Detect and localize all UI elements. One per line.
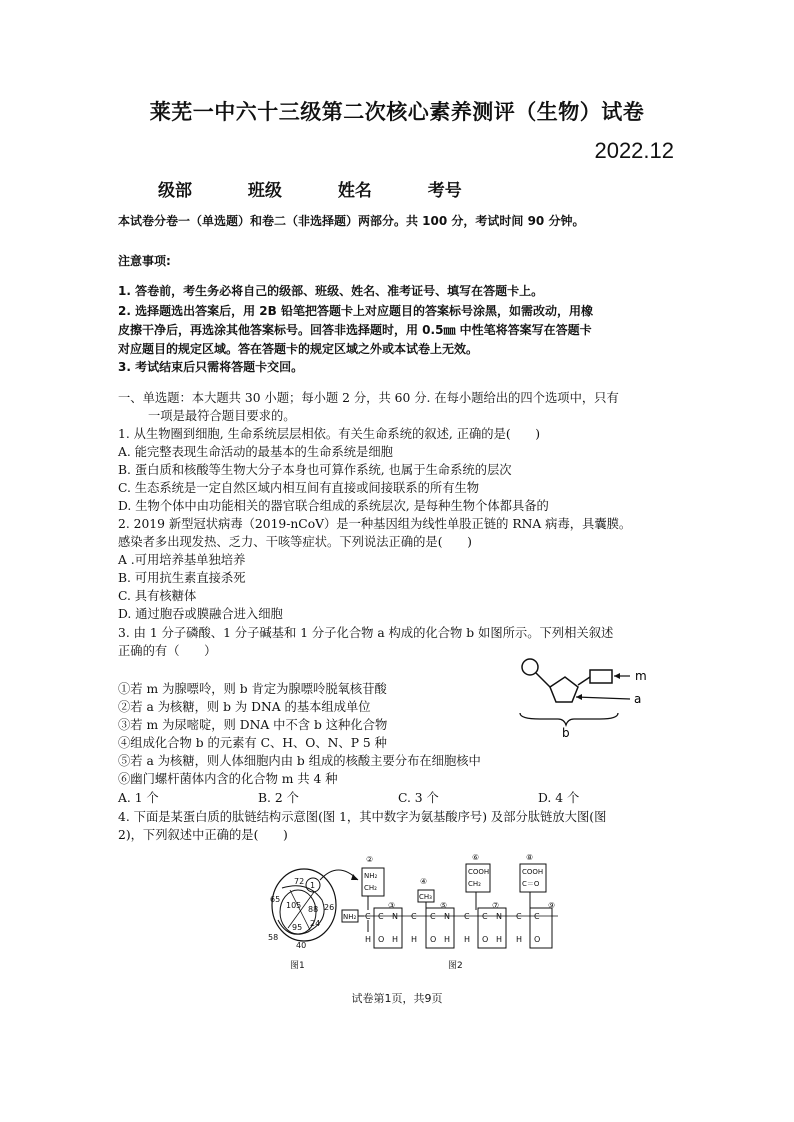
phosphate-circle [522,659,538,675]
fig1-num-26: 26 [324,903,335,912]
label-a: a [634,692,642,706]
fig1-num-88: 88 [308,905,319,914]
fig2-atom-n1: N [392,912,398,921]
fig2-atom-o4: O [534,935,541,944]
note-2: 2. 选择题选出答案后，用 2B 铅笔把答题卡上对应题目的答案标号涂黑，如需改动，用橡 [118,304,593,318]
peptide-figures [268,850,568,975]
fig2-atom-c8: C [534,912,540,921]
label-b: b [562,726,570,740]
fig1-num-40: 40 [296,941,307,950]
q2-option-d: D. 通过胞吞或膜融合进入细胞 [118,607,283,621]
fig2-atom-h6: H [496,935,503,944]
fig2-group-nh2: NH₂ [364,872,378,880]
note-2-cont: 皮擦干净后，再选涂其他答案标号。回答非选择题时，用 0.5㎜ 中性笔将答案写在答题卡 [118,323,592,337]
fig2-circ-5: ⑤ [440,901,448,910]
q1-option-d: D. 生物个体中由功能相关的器官联合组成的系统层次, 是每种生物个体都具备的 [118,499,549,513]
fig1-num-58: 58 [268,933,279,942]
q3-item-5: ⑤若 a 为核糖，则人体细胞内由 b 组成的核酸主要分布在细胞核中 [118,754,481,768]
exam-date: 2022.12 [594,138,674,163]
q3-stem: 3. 由 1 分子磷酸、1 分子碱基和 1 分子化合物 a 构成的化合物 b 如图所示。下列相关叙述 [118,626,614,640]
fig2-group-ch2b: CH₂ [468,880,481,888]
q2-option-c: C. 具有核糖体 [118,589,197,603]
fig2-atom-o3: O [482,935,489,944]
page-title: 莱芜一中六十三级第二次核心素养测评（生物）试卷 [149,100,645,124]
fig2-atom-c2: C [378,912,384,921]
base-rectangle [590,670,612,683]
label-m: m [635,669,647,683]
fig2-atom-h1: H [365,935,372,944]
field-number: 考号 [427,181,462,201]
fig2-group-co: C＝O [522,880,540,888]
fig1-circle-label: 1 [310,881,316,890]
fig2-atom-c1: C [365,912,371,921]
fig2-atom-c4: C [430,912,436,921]
fig2-atom-h7: H [516,935,523,944]
note-1: 1. 答卷前，考生务必将自己的级部、班级、姓名、准考证号、填写在答题卡上。 [118,284,544,298]
fig2-atom-o2: O [430,935,437,944]
q3-stem-cont: 正确的有（ ） [118,644,217,658]
fig1-num-72: 72 [294,877,305,886]
q4-stem: 4. 下面是某蛋白质的肽链结构示意图(图 1，其中数字为氨基酸序号) 及部分肽链放大图(图 [118,810,607,824]
note-2-cont2: 对应题目的规定区域。答在答题卡的规定区域之外或本试卷上无效。 [118,342,479,356]
section-heading-cont: 一项是最符合题目要求的。 [148,409,296,423]
fig2-group-ch3: CH₃ [419,893,432,901]
q3-option-b: B. 2 个 [258,791,299,805]
q3-item-4: ④组成化合物 b 的元素有 C、H、O、N、P 5 种 [118,736,387,750]
q1-option-a: A. 能完整表现生命活动的最基本的生命系统是细胞 [118,445,393,459]
q3-item-1: ①若 m 为腺嘌呤，则 b 肯定为腺嘌呤脱氧核苷酸 [118,682,387,696]
q3-item-6: ⑥幽门螺杆菌体内含的化合物 m 共 4 种 [118,772,338,786]
field-class: 班级 [247,181,282,201]
note-3: 3. 考试结束后只需将答题卡交回。 [118,360,304,374]
fig2-atom-c7: C [516,912,522,921]
q3-options [118,790,678,808]
fig2-caption: 图2 [448,961,463,971]
q1-option-b: B. 蛋白质和核酸等生物大分子本身也可算作系统, 也属于生命系统的层次 [118,463,512,477]
fig2-atom-o1: O [378,935,385,944]
notes-title: 注意事项: [118,254,171,268]
fig2-circ-4: ④ [420,877,428,886]
fig1-num-105: 105 [286,901,302,910]
brace [520,713,618,725]
fig2-circ-3: ③ [388,901,396,910]
field-department: 级部 [158,181,192,201]
section-heading: 一、单选题：本大题共 30 小题；每小题 2 分，共 60 分. 在每小题给出的四个选项中，只有 [118,391,619,405]
fig2-atom-c3: C [411,912,417,921]
intro: 本试卷分卷一（单选题）和卷二（非选择题）两部分。共 100 分，考试时间 90 分钟。 [118,214,585,228]
fig2-atom-h4: H [444,935,451,944]
fig2-atom-n3: N [496,912,502,921]
fig2-group-cooh2: COOH [522,868,544,876]
fig2-circ-9: ⑨ [548,901,556,910]
fig2-atom-h3: H [411,935,418,944]
fig1-num-95: 95 [292,923,303,932]
fig2-circ-6: ⑥ [472,853,480,862]
fig2-atom-n2: N [444,912,450,921]
fig2-atom-h2: H [392,935,399,944]
q3-option-c: C. 3 个 [398,791,439,805]
q4-stem-cont: 2)，下列叙述中正确的是( ) [118,828,288,842]
fig2-atom-h5: H [464,935,471,944]
q3-item-3: ③若 m 为尿嘧啶，则 DNA 中不含 b 这种化合物 [118,718,388,732]
q3-option-a: A. 1 个 [118,791,159,805]
page-footer: 试卷第1页，共9页 [351,992,443,1005]
fig1-caption: 图1 [290,961,305,971]
fig2-circ-7: ⑦ [492,901,500,910]
fig2-group-ch2a: CH₂ [364,884,377,892]
fig2-group-cooh1: COOH [468,868,490,876]
fig2-start-nh2: NH₂ [343,913,357,921]
fig2-circ-2: ② [366,855,374,864]
q3-item-2: ②若 a 为核糖，则 b 为 DNA 的基本组成单位 [118,700,371,714]
q2-stem-cont: 感染者多出现发热、乏力、干咳等症状。下列说法正确的是( ) [118,535,472,549]
pentose-ring [550,677,578,702]
q1-option-c: C. 生态系统是一定自然区域内相互间有直接或间接联系的所有生物 [118,481,480,495]
fig2-atom-c6: C [482,912,488,921]
fig2-atom-c5: C [464,912,470,921]
fig1-num-65: 65 [270,895,281,904]
q2-stem: 2. 2019 新型冠状病毒（2019-nCoV）是一种基因组为线性单股正链的 RNA 病毒，具囊膜。 [118,517,632,531]
q2-option-b: B. 可用抗生素直接杀死 [118,571,246,585]
fig1-num-24: 24 [310,919,321,928]
q1-stem: 1. 从生物圈到细胞, 生命系统层层相依。有关生命系统的叙述, 正确的是( ) [118,427,541,441]
q2-option-a: A .可用培养基单独培养 [118,553,246,567]
fig2-circ-8: ⑧ [526,853,534,862]
student-fields [158,176,512,201]
q3-option-d: D. 4 个 [538,791,580,805]
nucleotide-figure [510,655,660,740]
field-name: 姓名 [337,181,372,201]
